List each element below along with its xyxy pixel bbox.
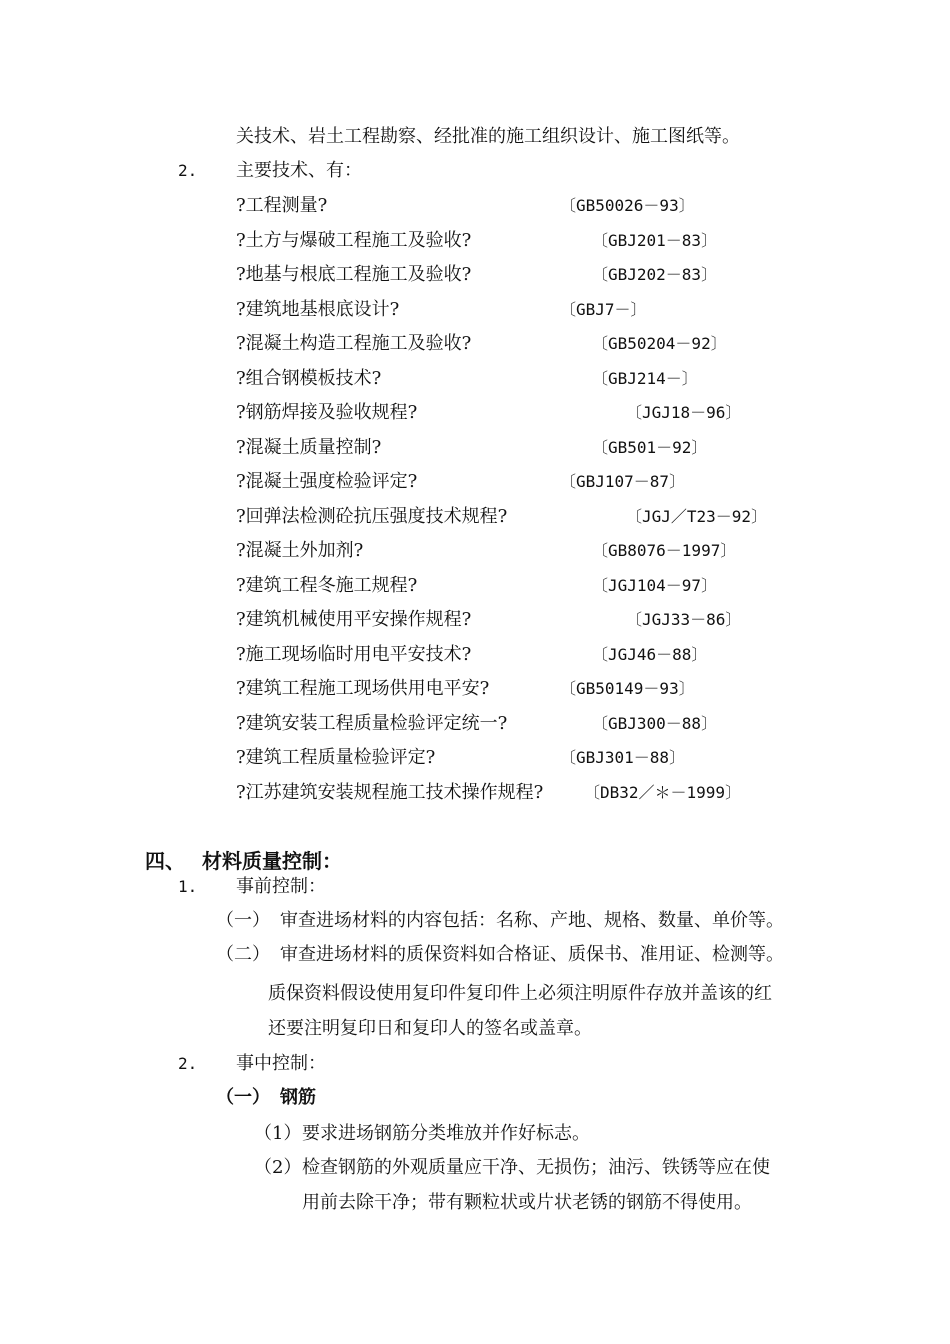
standard-code: 〔GBJ301－88〕 xyxy=(560,748,686,767)
sub-1-label: （一） xyxy=(216,910,270,931)
standard-code: 〔JGJ46－88〕 xyxy=(592,644,708,664)
standard-name: ?江苏建筑安装规程施工技术操作规程? xyxy=(236,781,544,803)
point-2-continuation: 用前去除干净；带有颗粒状或片状老锈的钢筋不得使用。 xyxy=(302,1192,752,1213)
item-1-number: 1. xyxy=(178,877,198,896)
standard-name: ?混凝土强度检验评定? xyxy=(236,471,418,492)
standard-code: 〔GBJ107－87〕 xyxy=(560,472,686,491)
point-1-label: （1） xyxy=(254,1123,302,1144)
standard-code: 〔JGJ33－86〕 xyxy=(626,610,742,629)
standard-code: 〔JGJ18－96〕 xyxy=(626,403,742,422)
standard-name: ?土方与爆破工程施工及验收? xyxy=(236,229,472,251)
section-4-title: 材料质量控制： xyxy=(202,849,342,873)
standard-code: 〔GBJ202－83〕 xyxy=(592,265,718,284)
standard-code: 〔GB501－92〕 xyxy=(592,437,708,457)
standard-name: ?混凝土构造工程施工及验收? xyxy=(236,333,472,354)
sub-3-label: （一） xyxy=(216,1087,270,1108)
standard-name: ?回弹法检测砼抗压强度技术规程? xyxy=(236,505,508,527)
point-2-label: （2） xyxy=(254,1157,302,1178)
sub-2-continuation-1: 质保资料假设使用复印件复印件上必须注明原件存放并盖该的红 xyxy=(268,983,772,1004)
standard-code: 〔JGJ／T23－92〕 xyxy=(626,506,768,526)
standard-name: ?建筑地基根底设计? xyxy=(236,298,400,320)
section-2-number: 2. xyxy=(178,161,198,180)
sub-2-label: （二） xyxy=(216,944,270,965)
sub-3-text: 钢筋 xyxy=(280,1087,316,1108)
item-1-title: 事前控制： xyxy=(236,876,326,897)
sub-1-text: 审查进场材料的内容包括：名称、产地、规格、数量、单价等。 xyxy=(280,910,784,931)
section-2-title: 主要技术、有： xyxy=(236,160,362,181)
standard-code: 〔GB8076－1997〕 xyxy=(592,541,737,560)
standard-code: 〔GBJ214－〕 xyxy=(592,368,698,388)
item-2-number: 2. xyxy=(178,1054,198,1073)
standard-name: ?混凝土外加剂? xyxy=(236,540,364,561)
standard-code: 〔JGJ104－97〕 xyxy=(592,575,718,595)
standard-code: 〔GBJ300－88〕 xyxy=(592,713,718,733)
point-1-text: 要求进场钢筋分类堆放并作好标志。 xyxy=(302,1123,590,1144)
standard-code: 〔GBJ7－〕 xyxy=(560,299,647,319)
intro-line: 关技术、岩土工程勘察、经批准的施工组织设计、施工图纸等。 xyxy=(236,126,740,147)
standard-name: ?钢筋焊接及验收规程? xyxy=(236,402,418,423)
item-2-title: 事中控制： xyxy=(236,1053,326,1074)
standard-name: ?混凝土质量控制? xyxy=(236,436,382,458)
standard-name: ?组合钢模板技术? xyxy=(236,367,382,389)
standard-name: ?建筑安装工程质量检验评定统一? xyxy=(236,712,508,734)
standard-code: 〔GBJ201－83〕 xyxy=(592,230,718,250)
standard-code: 〔DB32／＊－1999〕 xyxy=(584,782,742,802)
sub-2-text: 审查进场材料的质保资料如合格证、质保书、准用证、检测等。 xyxy=(280,944,784,965)
standard-name: ?建筑工程冬施工规程? xyxy=(236,574,418,596)
standard-name: ?施工现场临时用电平安技术? xyxy=(236,643,472,665)
standard-name: ?地基与根底工程施工及验收? xyxy=(236,264,472,285)
section-4-number: 四、 xyxy=(145,849,185,873)
sub-2-continuation-2: 还要注明复印日和复印人的签名或盖章。 xyxy=(268,1018,592,1039)
standard-name: ?建筑机械使用平安操作规程? xyxy=(236,609,472,630)
standard-code: 〔GB50149－93〕 xyxy=(560,679,695,698)
standard-name: ?建筑工程施工现场供用电平安? xyxy=(236,678,490,699)
standard-name: ?工程测量? xyxy=(236,195,328,216)
standard-name: ?建筑工程质量检验评定? xyxy=(236,747,436,768)
standard-code: 〔GB50026－93〕 xyxy=(560,196,695,215)
point-2-text: 检查钢筋的外观质量应干净、无损伤；油污、铁锈等应在使 xyxy=(302,1157,770,1178)
standard-code: 〔GB50204－92〕 xyxy=(592,334,727,353)
